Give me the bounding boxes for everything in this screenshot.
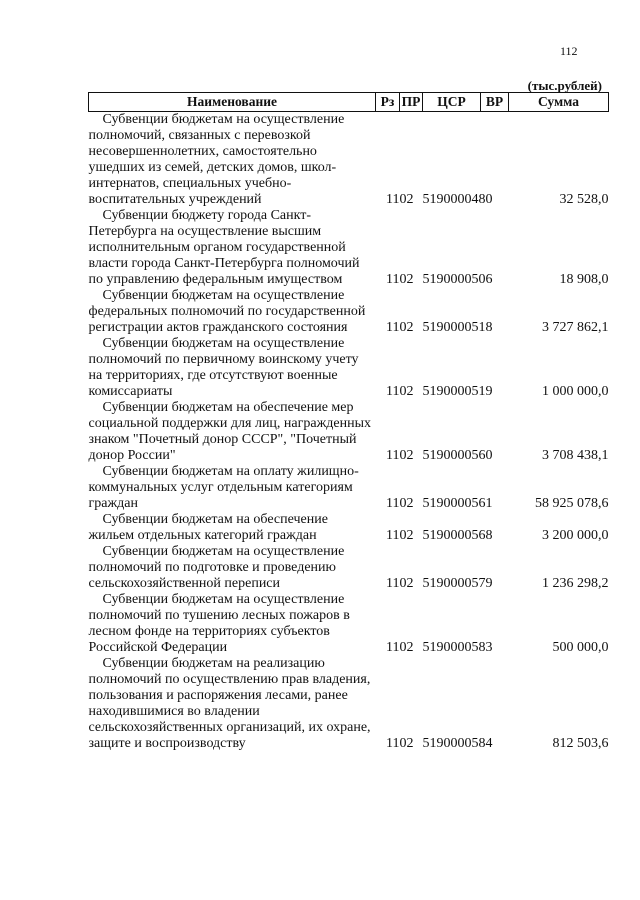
header-pr: ПР — [400, 93, 423, 112]
row-sum: 500 000,0 — [552, 640, 609, 655]
table-row — [89, 336, 609, 400]
table-row — [89, 400, 609, 464]
row-name: Субвенции бюджетам на реализацию полномочий по осуществлению прав владения, пользования и распоряжения лесами, ранее находившимися во владении сельскохозяйственных организаций, их охране, защите и воспроизводству — [88, 656, 371, 751]
row-csr: 5190000561 — [422, 496, 493, 511]
row-pr: 02 — [399, 272, 414, 287]
header-rz: Рз — [376, 93, 400, 112]
row-rz: 11 — [386, 576, 400, 591]
row-sum: 3 708 438,1 — [542, 448, 609, 463]
row-pr: 02 — [399, 320, 414, 335]
row-rz: 11 — [386, 496, 400, 511]
table-row — [89, 656, 609, 752]
row-name: Субвенции бюджетам на оплату жилищно-коммунальных услуг отдельным категориям граждан — [88, 464, 359, 511]
table-row — [89, 592, 609, 656]
row-rz: 11 — [386, 528, 400, 543]
row-pr: 02 — [399, 576, 414, 591]
row-pr: 02 — [399, 384, 414, 399]
row-name: Субвенции бюджетам на обеспечение мер социальной поддержки для лиц, награжденных знаком "Почетный донор СССР", "Почетный донор России" — [88, 400, 371, 463]
row-rz: 11 — [386, 192, 400, 207]
header-csr: ЦСР — [423, 93, 481, 112]
row-csr: 5190000506 — [422, 272, 493, 287]
header-sum: Сумма — [509, 93, 609, 112]
row-name: Субвенции бюджетам на осуществление полномочий по подготовке и проведению сельскохозяйственной переписи — [88, 544, 345, 591]
row-sum: 18 908,0 — [559, 272, 609, 287]
row-csr: 5190000518 — [422, 320, 493, 335]
row-csr: 5190000560 — [422, 448, 493, 463]
table-header — [89, 93, 609, 112]
row-name: Субвенции бюджетам на осуществление полномочий, связанных с перевозкой несовершеннолетних, самостоятельно ушедших из семей, детских домов, школ-интернатов, специальных учебно-воспитательных учреждений — [88, 112, 345, 207]
table-row — [89, 544, 609, 592]
table-row — [89, 288, 609, 336]
row-sum: 58 925 078,6 — [535, 496, 609, 511]
row-pr: 02 — [399, 448, 414, 463]
table-row — [89, 208, 609, 288]
row-csr: 5190000584 — [422, 736, 493, 751]
row-name: Субвенции бюджетам на обеспечение жильем отдельных категорий граждан — [88, 512, 328, 543]
table-body — [89, 112, 609, 753]
row-rz: 11 — [386, 640, 400, 655]
table-row — [89, 512, 609, 544]
row-rz: 11 — [386, 272, 400, 287]
row-sum: 3 200 000,0 — [542, 528, 609, 543]
row-csr: 5190000583 — [422, 640, 493, 655]
header-vr: ВР — [481, 93, 509, 112]
row-sum: 1 236 298,2 — [542, 576, 609, 591]
row-csr: 5190000480 — [422, 192, 493, 207]
row-sum: 812 503,6 — [552, 736, 609, 751]
page-number: 112 — [560, 44, 578, 58]
row-csr: 5190000519 — [422, 384, 493, 399]
row-sum: 1 000 000,0 — [542, 384, 609, 399]
row-pr: 02 — [399, 496, 414, 511]
row-pr: 02 — [399, 640, 414, 655]
row-name: Субвенции бюджетам на осуществление полномочий по первичному воинскому учету на территориях, где отсутствуют военные комиссариаты — [88, 336, 359, 399]
row-sum: 3 727 862,1 — [542, 320, 609, 335]
unit-label: (тыс.рублей) — [527, 78, 602, 93]
row-pr: 02 — [399, 736, 414, 751]
row-rz: 11 — [386, 384, 400, 399]
row-sum: 32 528,0 — [559, 192, 609, 207]
table-row — [89, 112, 609, 209]
row-rz: 11 — [386, 736, 400, 751]
row-pr: 02 — [399, 528, 414, 543]
row-name: Субвенции бюджету города Санкт-Петербурга на осуществление высшим исполнительным органом государственной власти города Санкт-Петербурга полномочий по управлению федеральным имуществом — [88, 208, 360, 287]
row-name: Субвенции бюджетам на осуществление полномочий по тушению лесных пожаров в лесном фонде на территориях субъектов Российской Федерации — [88, 592, 350, 655]
budget-table — [88, 92, 609, 752]
row-csr: 5190000568 — [422, 528, 493, 543]
header-name: Наименование — [89, 93, 376, 112]
row-name: Субвенции бюджетам на осуществление федеральных полномочий по государственной регистрации актов гражданского состояния — [88, 288, 366, 335]
header-row — [89, 93, 609, 112]
row-csr: 5190000579 — [422, 576, 493, 591]
row-pr: 02 — [399, 192, 414, 207]
row-rz: 11 — [386, 448, 400, 463]
row-rz: 11 — [386, 320, 400, 335]
table-row — [89, 464, 609, 512]
